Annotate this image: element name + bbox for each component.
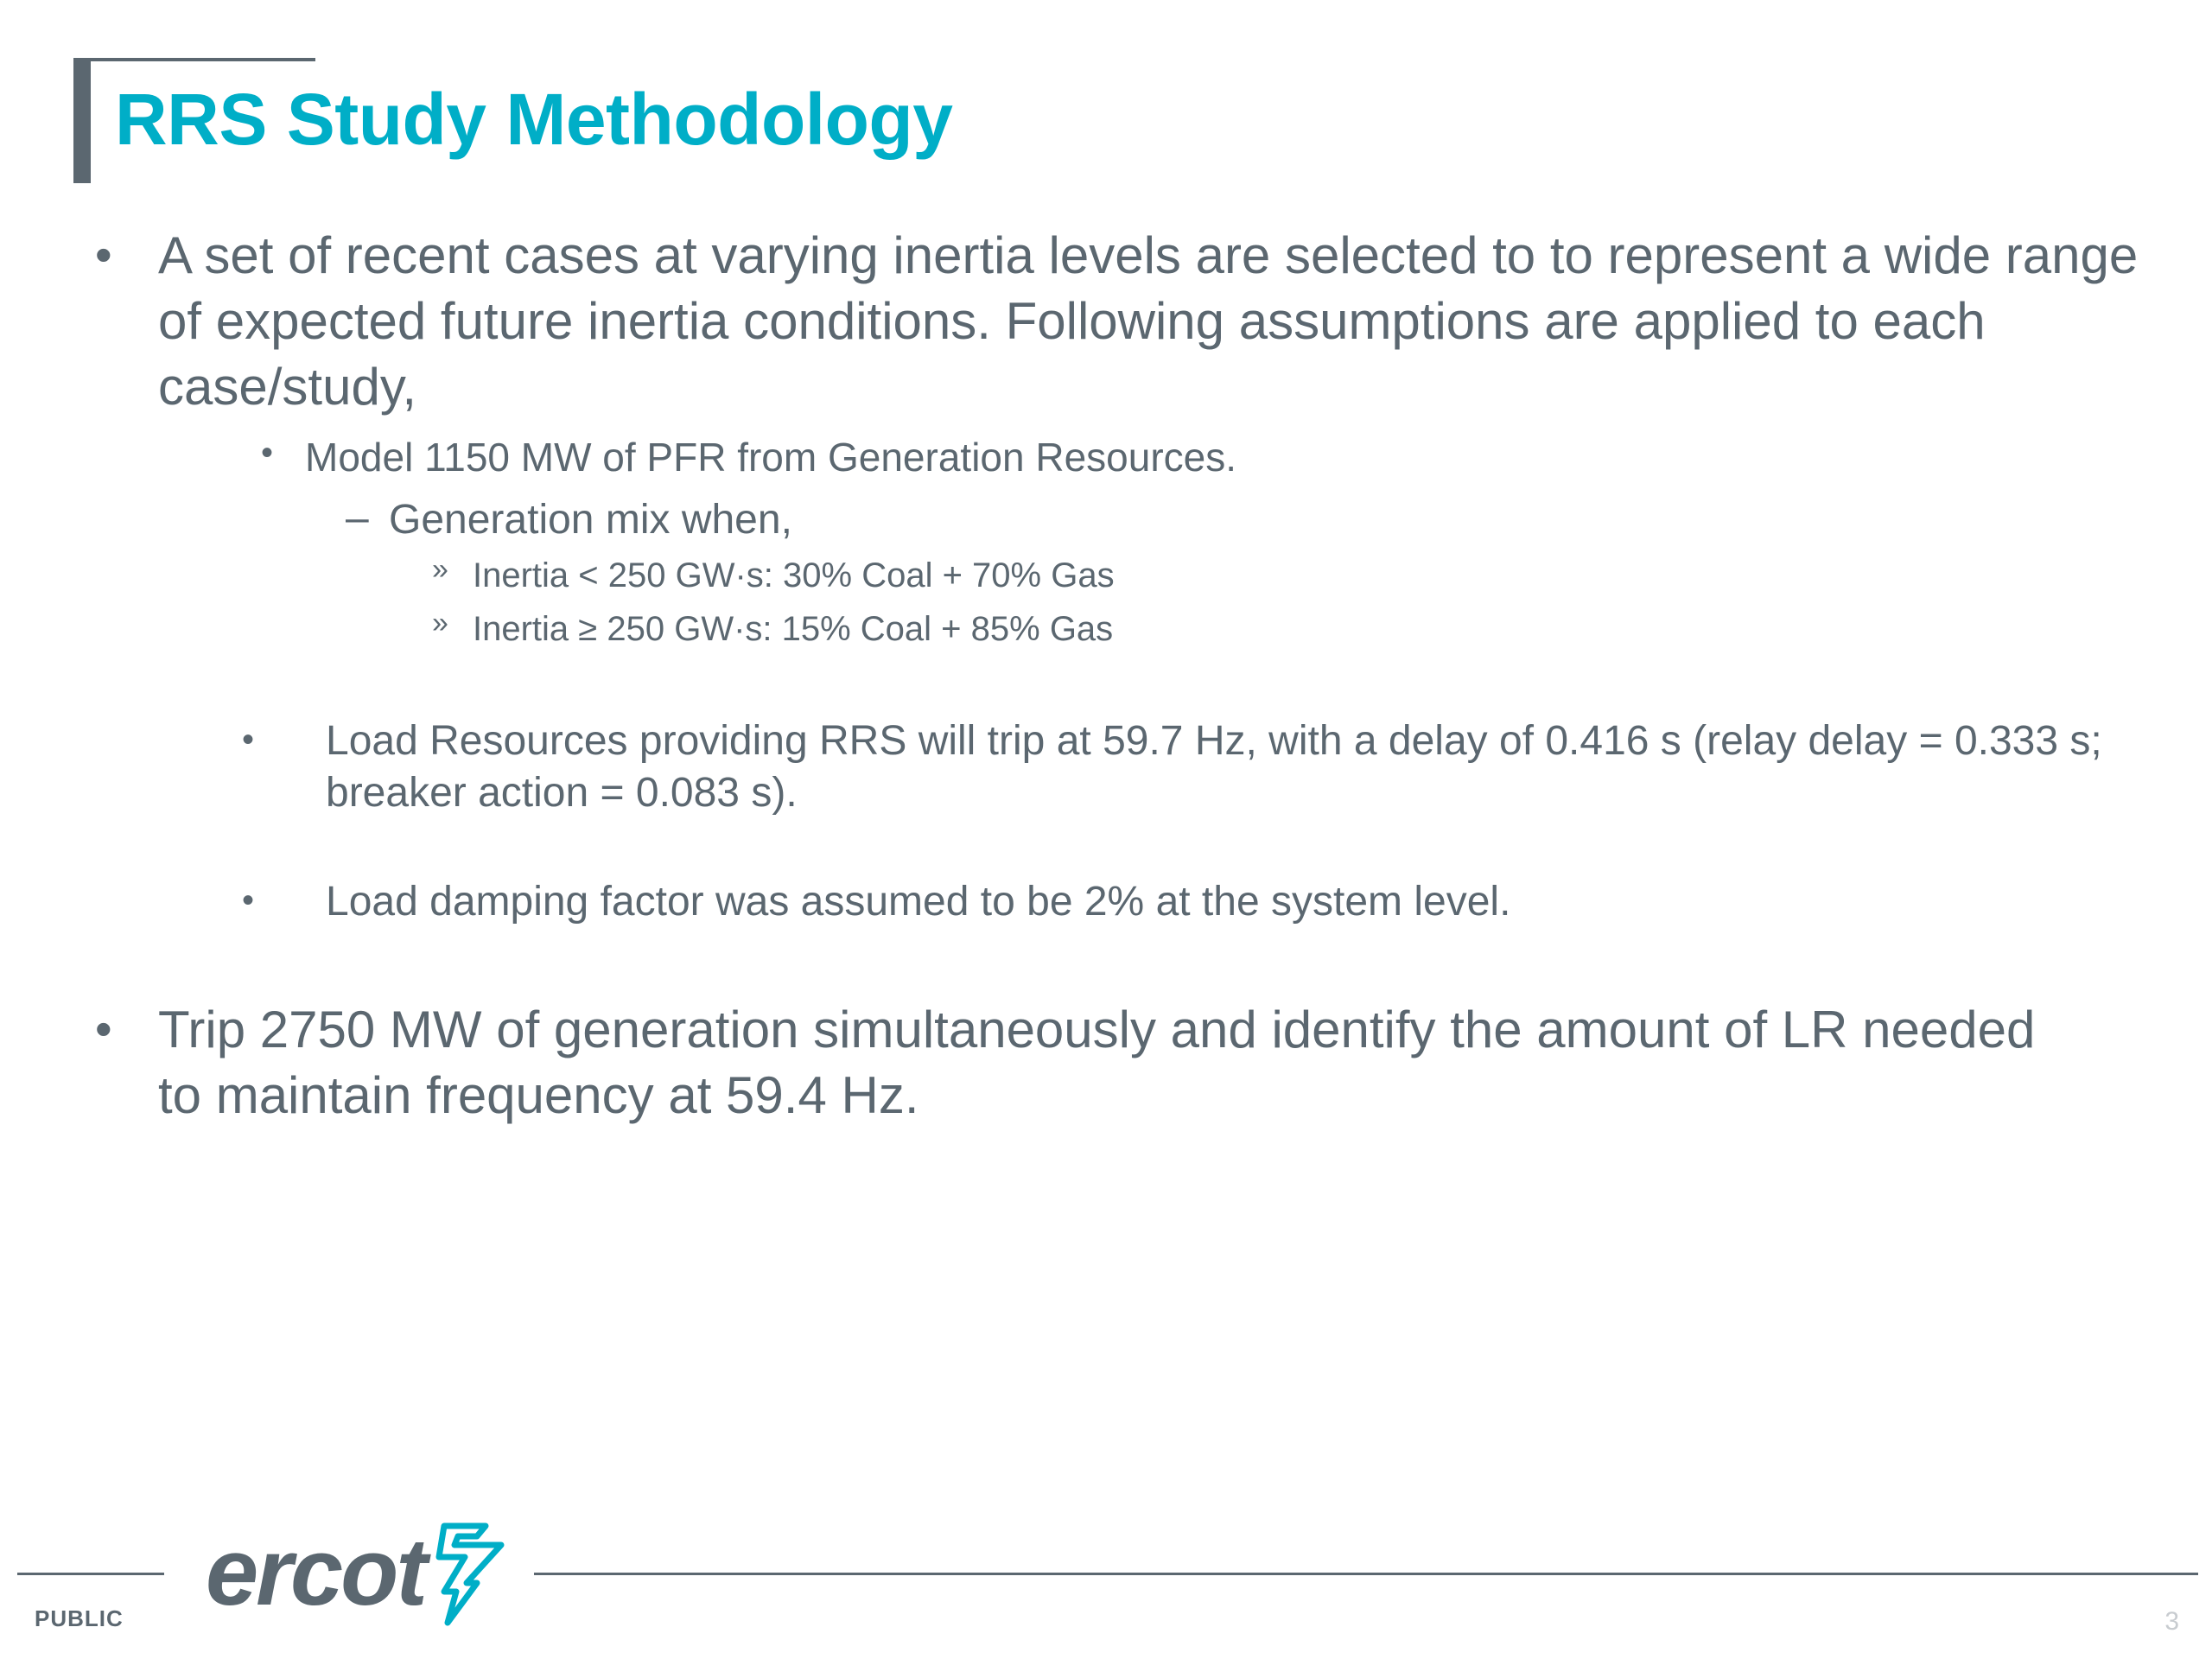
title-accent-bar [73, 58, 91, 183]
bullet-dot-icon: • [261, 434, 274, 472]
logo-wordmark: ercot [206, 1518, 425, 1625]
footer-rule-right [534, 1573, 2198, 1575]
sub-bullet-text: Load damping factor was assumed to be 2% at the system level. [326, 879, 1511, 925]
dash-icon: – [346, 495, 369, 541]
ercot-lightning-mark-icon [432, 1522, 510, 1630]
sub-bullet-text: Model 1150 MW of PFR from Generation Resources. [305, 435, 1237, 480]
ercot-logo [206, 1514, 510, 1630]
bullet-text: Trip 2750 MW of generation simultaneously and identify the amount of LR needed to maintain frequency at 59.4 Hz. [158, 1001, 2036, 1124]
bullet-dot-icon: • [242, 721, 255, 759]
bullet-dot-icon: • [95, 227, 112, 282]
sub-sub-bullet-text: Generation mix when, [389, 497, 792, 543]
bullet-dot-icon: • [242, 881, 255, 919]
double-chevron-icon: » [432, 553, 448, 586]
title-accent-rule [73, 58, 315, 61]
classification-label: PUBLIC [35, 1605, 124, 1631]
sub-bullet-text: Load Resources providing RRS will trip at 59.7 Hz, with a delay of 0.416 s (relay delay = 0.333 s; breaker action = 0.083 s). [326, 718, 2102, 816]
bullet-text: A set of recent cases at varying inertia levels are selected to to represent a wide range of expected future inertia conditions. Following assumptions are applied to each case/study, [158, 226, 2139, 416]
level4-bullet-text: Inertia < 250 GW·s: 30% Coal + 70% Gas [473, 556, 1115, 594]
slide-title: RRS Study Methodology [115, 79, 953, 160]
bullet-dot-icon: • [95, 1001, 112, 1056]
level4-bullet-text: Inertia ≥ 250 GW·s: 15% Coal + 85% Gas [473, 610, 1114, 648]
footer-rule-left [17, 1573, 164, 1575]
page-number: 3 [2164, 1607, 2179, 1636]
double-chevron-icon: » [432, 607, 448, 639]
